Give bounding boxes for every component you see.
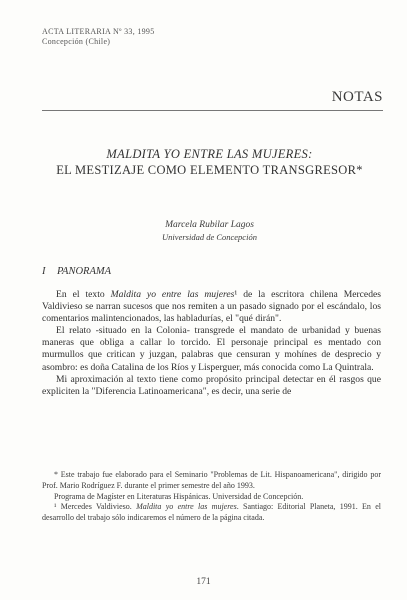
article-title-line2: EL MESTIZAJE COMO ELEMENTO TRANSGRESOR* (56, 163, 363, 177)
author-name: Marcela Rubilar Lagos (165, 220, 254, 230)
footnotes (42, 470, 381, 524)
paragraph-1-start: En el texto (56, 289, 111, 300)
paragraph-3: Mi aproximación al texto tiene como propósito principal detectar en él rasgos que expliciten la "Diferencia Latinoamericana", es decir, una serie de (42, 373, 381, 397)
book-title-reference: Maldita yo entre las mujeres (110, 289, 235, 300)
footnote-1-rest: . Santiago: Editorial Planeta, 1991. En el desarrollo del trabajo sólo indicaremos el número de la página citada. (42, 502, 381, 523)
author-affiliation: Universidad de Concepción (162, 232, 257, 242)
article-title-line1: MALDITA YO ENTRE LAS MUJERES: (106, 147, 313, 161)
section-divider (42, 110, 383, 111)
footnote-program: Programa de Magíster en Literaturas Hispánicas. Universidad de Concepción. (54, 491, 304, 501)
author-block (42, 219, 377, 243)
section-heading (42, 266, 111, 277)
section-heading-number: I (42, 266, 46, 277)
footnote-1 (42, 502, 381, 524)
footnote-1-book-title: Maldita yo entre las mujeres (136, 502, 237, 512)
body-text (42, 289, 381, 398)
section-heading-label: PANORAMA (57, 266, 112, 277)
paragraph-2: El relato -situado en la Colonia- transgrede el mandato de urbanidad y buenas maneras que obliga a callar lo torcido. El personaje principal es mentado con murmullos que critican y juzgan, palabras que censuran y mohínes de desprecio y asombro: es doña Catalina de los Ríos y Lisperguer, más conocida como La Quintrala. (42, 325, 381, 373)
paragraph-1 (42, 289, 381, 325)
section-label: NOTAS (331, 89, 383, 105)
article-title (42, 146, 377, 178)
journal-header (42, 27, 155, 47)
footnote-star: * Este trabajo fue elaborado para el Seminario "Problemas de Lit. Hispanoamericana", dirigido por Prof. Mario Rodríguez F. durante el primer semestre del año 1993. (42, 470, 381, 490)
page-number: 171 (196, 577, 211, 587)
paragraph-1-rest: ¹ de la escritora chilena Mercedes Valdivieso se narran sucesos que nos remiten a un pasado signado por el escándalo, los comentarios malintencionados, las habladurías, el "qué dirán". (42, 289, 381, 325)
journal-location: Concepción (Chile) (42, 37, 111, 46)
footnote-1-start: ¹ Mercedes Valdivieso. (54, 502, 137, 512)
journal-name: ACTA LITERARIA Nº 33, 1995 (42, 27, 155, 36)
